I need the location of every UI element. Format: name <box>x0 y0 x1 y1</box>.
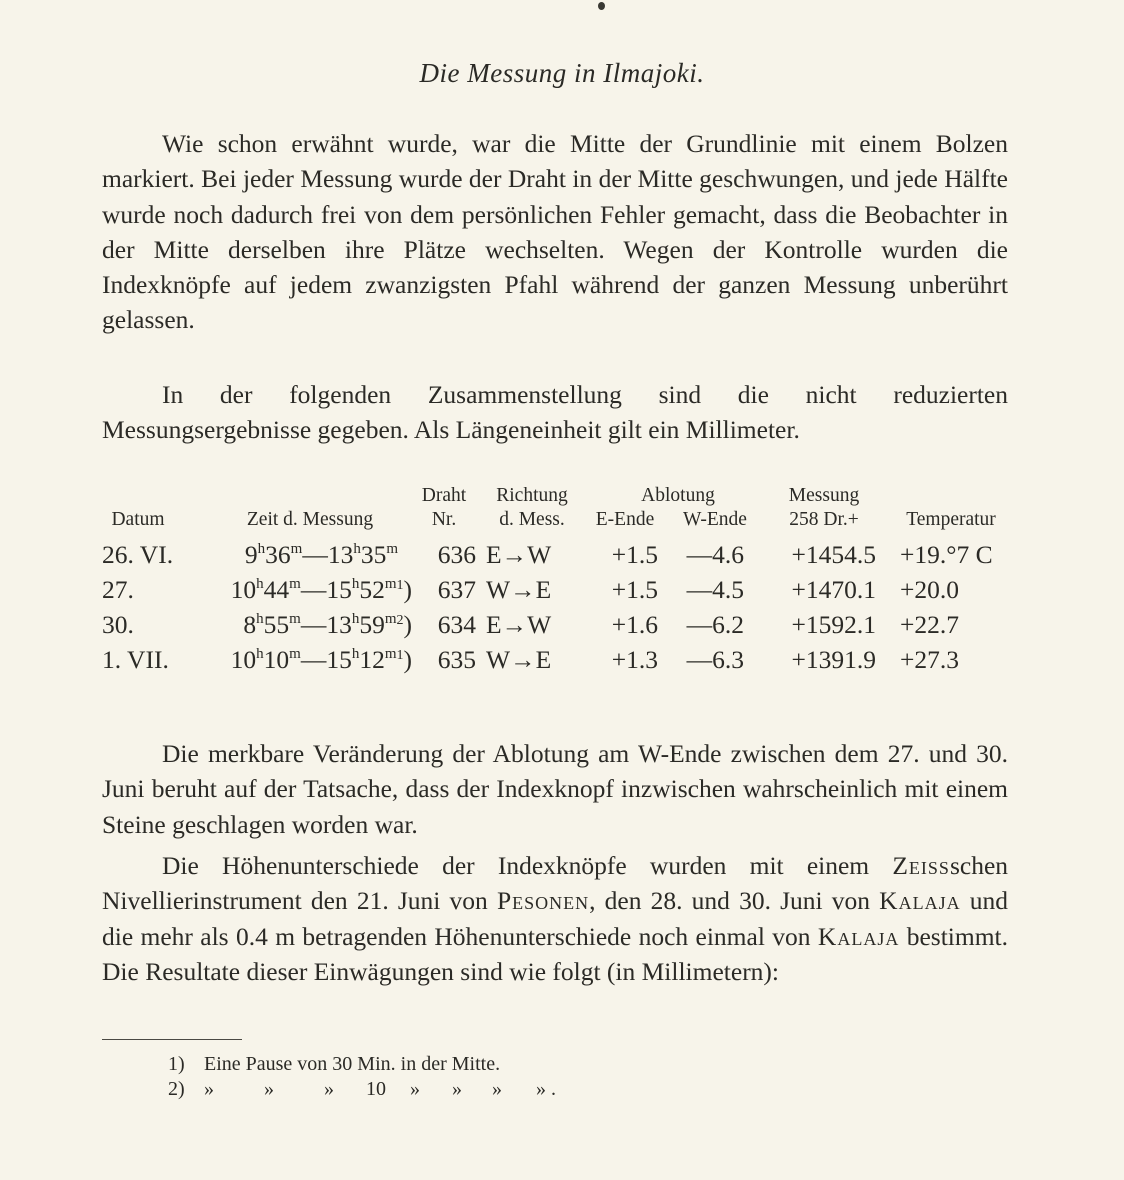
time-part: m <box>384 611 397 627</box>
time-part: 9 <box>244 540 258 569</box>
time-part: m <box>384 576 397 592</box>
table-row <box>100 538 1012 572</box>
p4-s4: und die mehr als 0.4 m betragenden Höhenunterschiede noch einmal von <box>102 886 1008 951</box>
paragraph-3-text: Die merkbare Veränderung der Ablotung am W-Ende zwischen dem 27. und 30. Juni beruht auf der Tatsache, dass der Indexknopf inzwischen wahrscheinlich mit einem Steine geschlagen worden war. <box>102 739 1008 839</box>
footnote-rule <box>102 1039 242 1040</box>
cell-datum: 26. VI. <box>102 540 174 569</box>
footnote-2 <box>168 1077 556 1101</box>
ditto-mark: » . <box>536 1078 556 1100</box>
cell-draht: 637 <box>437 575 476 604</box>
cell-zeit <box>190 538 412 572</box>
cell-temp: +19.°7 C <box>900 540 993 569</box>
time-part: 10 <box>263 645 290 674</box>
name-kalaja-2: Kalaja <box>817 921 900 951</box>
header-draht-2: Nr. <box>431 509 457 530</box>
footnote-1-text: Eine Pause von 30 Min. in der Mitte. <box>204 1053 501 1075</box>
time-part: 36 <box>265 540 291 569</box>
cell-zeit <box>190 608 412 642</box>
header-zeit: Zeit d. Messung <box>246 509 374 530</box>
cell-temp: +22.7 <box>900 610 960 639</box>
cell-messung: +1454.5 <box>791 540 876 569</box>
paragraph-1 <box>102 126 1008 338</box>
table-row <box>100 608 1012 642</box>
name-pesonen: Pesonen <box>496 886 590 916</box>
time-part: — <box>302 540 328 569</box>
time-part: h <box>351 646 360 662</box>
time-part: — <box>300 645 327 674</box>
print-mark <box>598 2 605 10</box>
time-part: — <box>300 610 327 639</box>
p4-s1: Die Höhenunterschiede der Indexknöpfe wurden mit einem <box>162 851 870 880</box>
p4-s3: , den 28. und 30. Juni von <box>589 886 871 916</box>
cell-temp: +27.3 <box>900 645 960 674</box>
time-part: ) <box>403 645 412 674</box>
time-part: 8 <box>243 610 257 639</box>
page-title: Die Messung in Ilmajoki. <box>419 58 705 88</box>
header-datum: Datum <box>111 509 165 530</box>
header-ablotung: Ablotung <box>641 485 715 506</box>
cell-datum: 30. <box>102 610 134 639</box>
time-part: h <box>351 611 360 627</box>
time-part: 12 <box>359 645 385 674</box>
cell-datum: 27. <box>102 575 134 604</box>
time-part: m <box>289 576 301 592</box>
ditto-mark: » <box>264 1078 274 1100</box>
time-part: 13 <box>326 610 352 639</box>
table-row <box>100 573 1012 607</box>
cell-e: +1.5 <box>611 540 658 569</box>
cell-draht: 634 <box>437 610 476 639</box>
time-part: 44 <box>263 575 290 604</box>
header-temperatur: Temperatur <box>906 509 996 530</box>
cell-richtung: E→W <box>486 610 552 639</box>
time-part: ) <box>403 575 412 604</box>
ditto-mark: » <box>452 1078 462 1100</box>
header-draht-1: Draht <box>421 485 467 506</box>
time-part: 1 <box>396 648 404 663</box>
cell-draht: 635 <box>437 645 476 674</box>
cell-e: +1.3 <box>611 645 658 674</box>
time-part: m <box>384 646 397 662</box>
paragraph-3 <box>102 736 1008 842</box>
time-part: 15 <box>326 645 352 674</box>
time-part: h <box>256 646 264 662</box>
cell-datum: 1. VII. <box>102 645 169 674</box>
paragraph-4-text <box>102 848 1008 989</box>
time-part: h <box>257 541 266 557</box>
cell-w: —4.5 <box>686 575 744 604</box>
header-messung-1: Messung <box>788 485 860 506</box>
header-e-ende: E-Ende <box>595 509 655 530</box>
cell-w: —6.2 <box>686 610 744 639</box>
paragraph-2 <box>102 377 1008 448</box>
footnote-2-mark: 2) <box>168 1078 185 1100</box>
time-part: 1 <box>396 578 404 593</box>
cell-richtung: W→E <box>486 575 552 604</box>
footnote-1 <box>168 1052 500 1076</box>
paragraph-2-text: In der folgenden Zusammenstellung sind die nicht reduzierten Messungsergebnisse gegeben. Als Längeneinheit gilt ein Millimeter. <box>102 380 1008 445</box>
time-part: — <box>300 575 327 604</box>
cell-e: +1.5 <box>611 575 658 604</box>
cell-richtung: W→E <box>486 645 552 674</box>
header-richtung-1: Richtung <box>496 485 568 506</box>
time-part: m <box>290 541 303 557</box>
time-part: 2 <box>396 613 404 628</box>
time-part: h <box>351 576 360 592</box>
cell-messung: +1391.9 <box>791 645 876 674</box>
time-part: 35 <box>360 540 387 569</box>
time-part: m <box>289 611 301 627</box>
p4-s2: schen Nivellierinstrument den 21. Juni von <box>102 851 1009 916</box>
time-part: 13 <box>327 540 354 569</box>
ditto-mark: » <box>410 1078 420 1100</box>
time-part: 59 <box>359 610 385 639</box>
cell-draht: 636 <box>437 540 476 569</box>
ditto-mark: » <box>204 1078 214 1100</box>
paragraph-4 <box>102 848 1008 989</box>
time-part: 52 <box>359 575 385 604</box>
cell-w: —4.6 <box>686 540 744 569</box>
time-part: 10 <box>230 575 257 604</box>
cell-temp: +20.0 <box>900 575 960 604</box>
name-zeiss: Zeiss <box>892 851 950 880</box>
name-kalaja-1: Kalaja <box>879 886 961 916</box>
header-richtung-2: d. Mess. <box>499 509 565 530</box>
time-part: h <box>353 541 361 557</box>
cell-zeit <box>190 643 412 677</box>
cell-w: —6.3 <box>686 645 744 674</box>
time-part: 10 <box>230 645 257 674</box>
footnote-2-number: 10 <box>366 1078 386 1100</box>
cell-richtung: E→W <box>486 540 552 569</box>
table-row <box>100 643 1012 677</box>
header-w-ende: W-Ende <box>683 509 747 530</box>
cell-e: +1.6 <box>611 610 658 639</box>
ditto-mark: » <box>492 1078 502 1100</box>
footnote-1-mark: 1) <box>168 1053 185 1075</box>
time-part: m <box>386 541 398 557</box>
cell-messung: +1470.1 <box>791 575 876 604</box>
time-part: 15 <box>326 575 352 604</box>
time-part: 55 <box>263 610 290 639</box>
paragraph-1-text: Wie schon erwähnt wurde, war die Mitte der Grundlinie mit einem Bolzen markiert. Bei jeder Messung wurde der Draht in der Mitte geschwungen, und jede Hälfte wurde noch dadurch frei von dem persönlichen Fehler gemacht, dass die Beobachter in der Mitte derselben ihre Plätze wechselten. Wegen der Kontrolle wurden die Indexknöpfe auf jedem zwanzigsten Pfahl während der ganzen Messung unberührt gelassen. <box>102 129 1008 335</box>
p4-s5: bestimmt. Die Resultate dieser Einwägungen sind wie folgt (in Millimetern): <box>102 921 1009 986</box>
time-part: h <box>256 576 264 592</box>
cell-messung: +1592.1 <box>791 610 876 639</box>
ditto-mark: » <box>324 1078 334 1100</box>
header-messung-2: 258 Dr.+ <box>789 509 859 530</box>
time-part: h <box>256 611 264 627</box>
cell-zeit <box>190 573 412 607</box>
time-part: m <box>289 646 301 662</box>
time-part: ) <box>403 610 412 639</box>
